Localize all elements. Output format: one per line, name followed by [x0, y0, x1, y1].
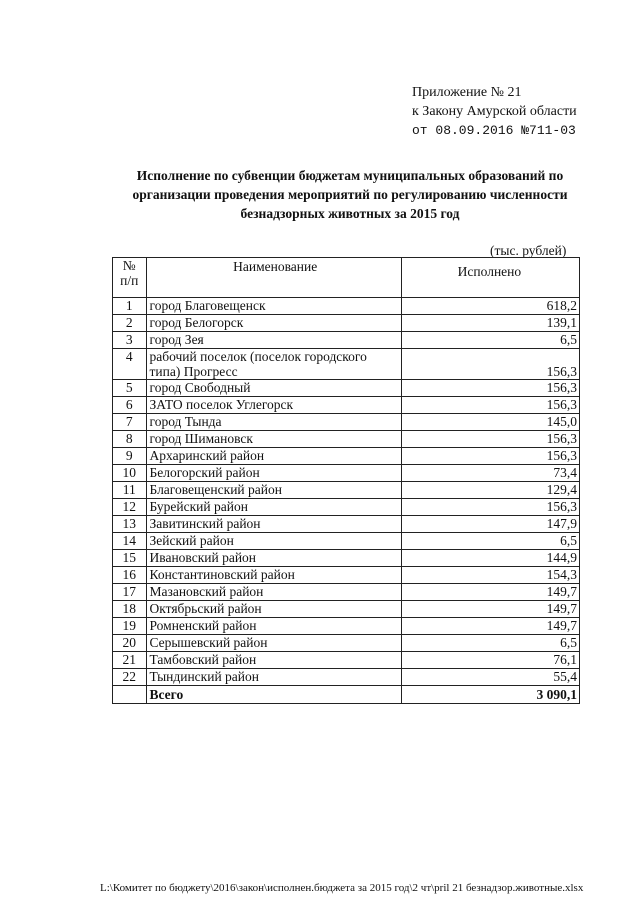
total-value: 3 090,1 [401, 686, 579, 704]
title-line-2: организации проведения мероприятий по регулированию численности [132, 187, 568, 202]
row-number: 11 [113, 482, 147, 499]
table-row [113, 315, 580, 332]
table-row [113, 482, 580, 499]
row-value: 6,5 [401, 332, 579, 349]
total-label: Всего [146, 686, 401, 704]
row-name: Белогорский район [146, 465, 401, 482]
unit-label: (тыс. рублей) [490, 243, 567, 258]
row-name: рабочий поселок (поселок городского типа) Прогресс [146, 349, 401, 380]
row-value: 139,1 [401, 315, 579, 332]
row-value: 156,3 [401, 431, 579, 448]
title-line-3: безнадзорных животных за 2015 год [240, 206, 460, 221]
row-number: 3 [113, 332, 147, 349]
table-row [113, 465, 580, 482]
total-row [113, 686, 580, 704]
table-row [113, 533, 580, 550]
row-value: 55,4 [401, 669, 579, 686]
row-value: 156,3 [401, 349, 579, 380]
table-row [113, 431, 580, 448]
row-number: 10 [113, 465, 147, 482]
table-row [113, 635, 580, 652]
row-number: 9 [113, 448, 147, 465]
header-number-abbrev: п/п [120, 273, 139, 288]
header-number [113, 258, 147, 298]
row-name: Октябрьский район [146, 601, 401, 618]
row-value: 129,4 [401, 482, 579, 499]
row-number: 12 [113, 499, 147, 516]
appendix-law-reference: к Закону Амурской области [412, 104, 577, 119]
row-number: 22 [113, 669, 147, 686]
table-row [113, 448, 580, 465]
row-value: 618,2 [401, 298, 579, 315]
table-row [113, 414, 580, 431]
row-value: 156,3 [401, 499, 579, 516]
row-value: 6,5 [401, 533, 579, 550]
table-header-row [113, 258, 580, 298]
row-number: 13 [113, 516, 147, 533]
row-name: Зейский район [146, 533, 401, 550]
row-value: 156,3 [401, 380, 579, 397]
row-name: Тамбовский район [146, 652, 401, 669]
row-name: город Шимановск [146, 431, 401, 448]
table-row [113, 499, 580, 516]
row-name: Завитинский район [146, 516, 401, 533]
table-row [113, 380, 580, 397]
row-number: 7 [113, 414, 147, 431]
table-row [113, 349, 580, 380]
row-number: 5 [113, 380, 147, 397]
execution-table [112, 257, 580, 704]
row-value: 76,1 [401, 652, 579, 669]
row-number: 14 [113, 533, 147, 550]
appendix-law-date: от 08.09.2016 №711-03 [412, 123, 576, 138]
appendix-number: Приложение № 21 [412, 85, 522, 100]
row-name: Константиновский район [146, 567, 401, 584]
row-name: город Тында [146, 414, 401, 431]
row-number: 16 [113, 567, 147, 584]
header-value: Исполнено [401, 258, 579, 298]
table-row [113, 652, 580, 669]
row-name: Мазановский район [146, 584, 401, 601]
row-number: 18 [113, 601, 147, 618]
row-value: 156,3 [401, 448, 579, 465]
table-row [113, 601, 580, 618]
table-row [113, 669, 580, 686]
table-row [113, 397, 580, 414]
row-value: 144,9 [401, 550, 579, 567]
row-number: 8 [113, 431, 147, 448]
table-row [113, 584, 580, 601]
row-name: Ромненский район [146, 618, 401, 635]
title-line-1: Исполнение по субвенции бюджетам муниципальных образований по [136, 168, 564, 183]
row-name: город Белогорск [146, 315, 401, 332]
row-number: 21 [113, 652, 147, 669]
row-name: Тындинский район [146, 669, 401, 686]
table-row [113, 618, 580, 635]
row-number: 17 [113, 584, 147, 601]
row-name: Серышевский район [146, 635, 401, 652]
row-value: 149,7 [401, 584, 579, 601]
appendix-header [412, 83, 577, 140]
row-value: 73,4 [401, 465, 579, 482]
row-name: ЗАТО поселок Углегорск [146, 397, 401, 414]
row-number: 4 [113, 349, 147, 380]
header-name: Наименование [146, 258, 401, 298]
document-title [110, 166, 590, 223]
row-value: 149,7 [401, 618, 579, 635]
table-row [113, 298, 580, 315]
row-value: 6,5 [401, 635, 579, 652]
row-name: город Благовещенск [146, 298, 401, 315]
table-row [113, 567, 580, 584]
table-row [113, 332, 580, 349]
row-value: 147,9 [401, 516, 579, 533]
table-row [113, 550, 580, 567]
row-name: Бурейский район [146, 499, 401, 516]
row-name: Ивановский район [146, 550, 401, 567]
row-number: 15 [113, 550, 147, 567]
table-body [113, 298, 580, 686]
row-value: 149,7 [401, 601, 579, 618]
row-name: город Зея [146, 332, 401, 349]
file-path-footer: L:\Комитет по бюджету\2016\закон\исполнен.бюджета за 2015 год\2 чт\pril 21 безнадзор.животные.xlsx [100, 882, 584, 894]
row-name: Благовещенский район [146, 482, 401, 499]
header-number-sign: № [122, 258, 136, 273]
row-number: 6 [113, 397, 147, 414]
row-name: город Свободный [146, 380, 401, 397]
table-row [113, 516, 580, 533]
total-num-cell [113, 686, 147, 704]
row-number: 19 [113, 618, 147, 635]
row-number: 20 [113, 635, 147, 652]
row-number: 1 [113, 298, 147, 315]
row-value: 154,3 [401, 567, 579, 584]
row-value: 156,3 [401, 397, 579, 414]
row-number: 2 [113, 315, 147, 332]
row-value: 145,0 [401, 414, 579, 431]
row-name: Архаринский район [146, 448, 401, 465]
